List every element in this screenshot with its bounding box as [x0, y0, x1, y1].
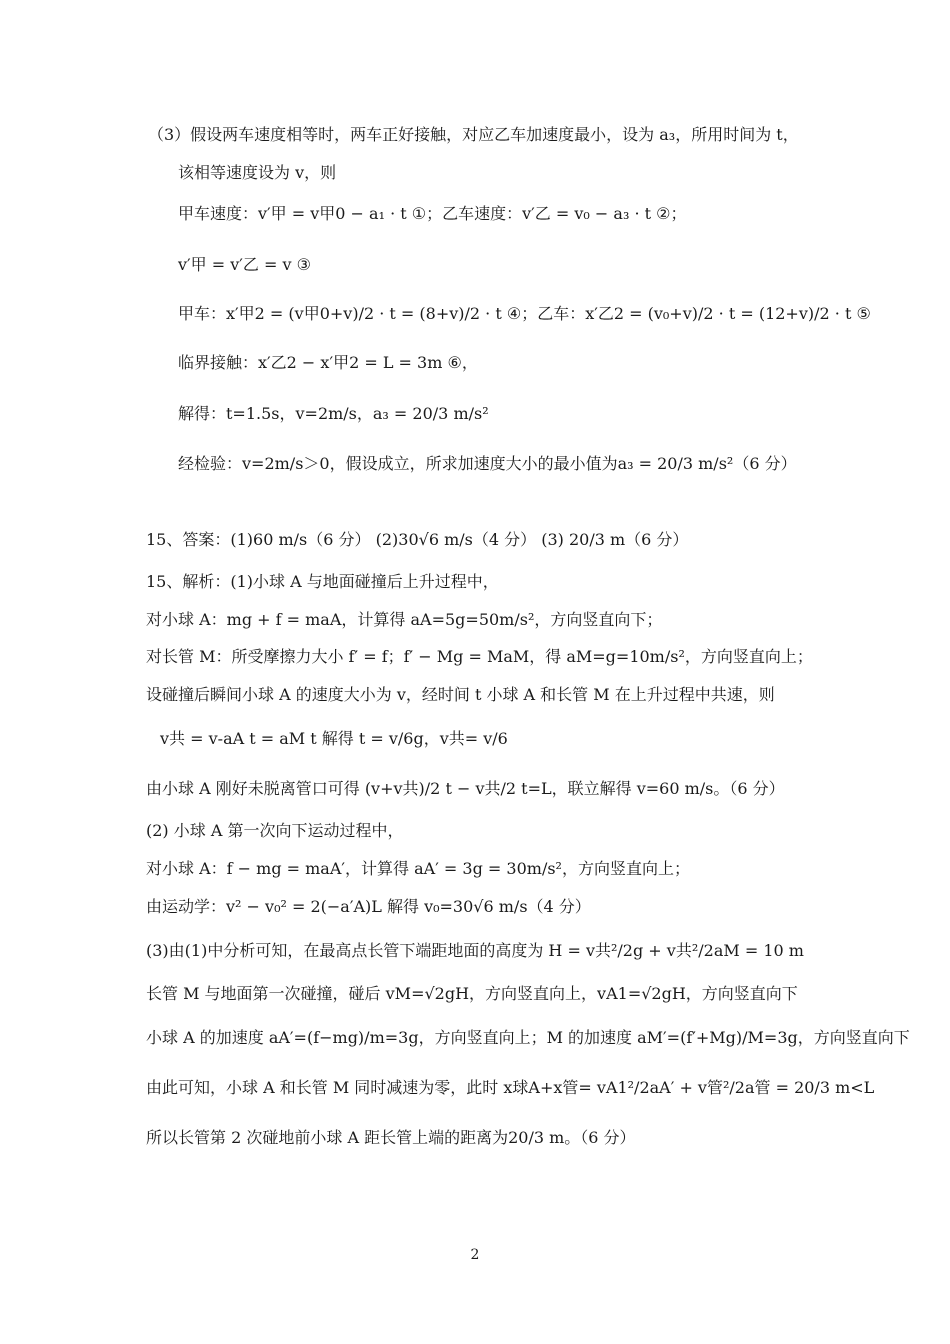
- q15-line-7: 由小球 A 刚好未脱离管口可得 (v+v共)/2 t − v共/2 t=L，联立解得 v=60 m/s。（6 分）: [146, 779, 785, 798]
- part3-line-2: 该相等速度设为 v，则: [178, 163, 337, 182]
- part3-line-6: 临界接触：x′乙2 − x′甲2 = L = 3m ⑥，: [178, 353, 478, 372]
- q15-answer: 15、答案：(1)60 m/s（6 分） (2)30√6 m/s（4 分） (3) 20/3 m（6 分）: [146, 530, 689, 549]
- q15-line-11: (3)由(1)中分析可知，在最高点长管下端距地面的高度为 H = v共²/2g + v共²/2aM = 10 m: [146, 941, 804, 960]
- q15-line-10: 由运动学：v² − v₀² = 2(−a′A)L 解得 v₀=30√6 m/s（4 分）: [146, 897, 591, 916]
- q15-line-14: 由此可知，小球 A 和长管 M 同时减速为零，此时 x球A+x管= vA1²/2aA′ + v管²/2a管 = 20/3 m<L: [146, 1078, 875, 1097]
- q15-line-15: 所以长管第 2 次碰地前小球 A 距长管上端的距离为20/3 m。（6 分）: [146, 1128, 636, 1147]
- q15-line-8: (2) 小球 A 第一次向下运动过程中，: [146, 821, 404, 840]
- part3-line-1: （3）假设两车速度相等时，两车正好接触，对应乙车加速度最小，设为 a₃，所用时间为 t，: [148, 125, 799, 144]
- q15-line-4: 对长管 M：所受摩擦力大小 f′ = f；f′ − Mg = MaM，得 aM=g=10m/s²，方向竖直向上；: [146, 647, 813, 666]
- q15-line-6: v共 = v-aA t = aM t 解得 t = v/6g，v共= v/6: [160, 729, 508, 748]
- part3-line-5: 甲车：x′甲2 = (v甲0+v)/2 · t = (8+v)/2 · t ④；乙车：x′乙2 = (v₀+v)/2 · t = (12+v)/2 · t ⑤: [178, 304, 871, 323]
- page-number: 2: [470, 1247, 480, 1263]
- q15-line-3: 对小球 A：mg + f = maA，计算得 aA=5g=50m/s²，方向竖直向下；: [146, 610, 663, 629]
- q15-line-2: 15、解析：(1)小球 A 与地面碰撞后上升过程中，: [146, 572, 499, 591]
- part3-line-8: 经检验：v=2m/s＞0，假设成立，所求加速度大小的最小值为a₃ = 20/3 m/s²（6 分）: [178, 454, 797, 473]
- q15-line-9: 对小球 A：f − mg = maA′，计算得 aA′ = 3g = 30m/s²，方向竖直向上；: [146, 859, 690, 878]
- q15-line-13: 小球 A 的加速度 aA′=(f−mg)/m=3g，方向竖直向上；M 的加速度 aM′=(f′+Mg)/M=3g，方向竖直向下: [146, 1028, 910, 1047]
- q15-line-12: 长管 M 与地面第一次碰撞，碰后 vM=√2gH，方向竖直向上，vA1=√2gH，方向竖直向下: [146, 984, 798, 1003]
- part3-line-7: 解得：t=1.5s，v=2m/s，a₃ = 20/3 m/s²: [178, 404, 489, 423]
- part3-line-3: 甲车速度：v′甲 = v甲0 − a₁ · t ①；乙车速度：v′乙 = v₀ − a₃ · t ②；: [178, 204, 687, 223]
- q15-line-5: 设碰撞后瞬间小球 A 的速度大小为 v，经时间 t 小球 A 和长管 M 在上升过程中共速，则: [146, 685, 775, 704]
- part3-line-4: v′甲 = v′乙 = v ③: [178, 255, 311, 274]
